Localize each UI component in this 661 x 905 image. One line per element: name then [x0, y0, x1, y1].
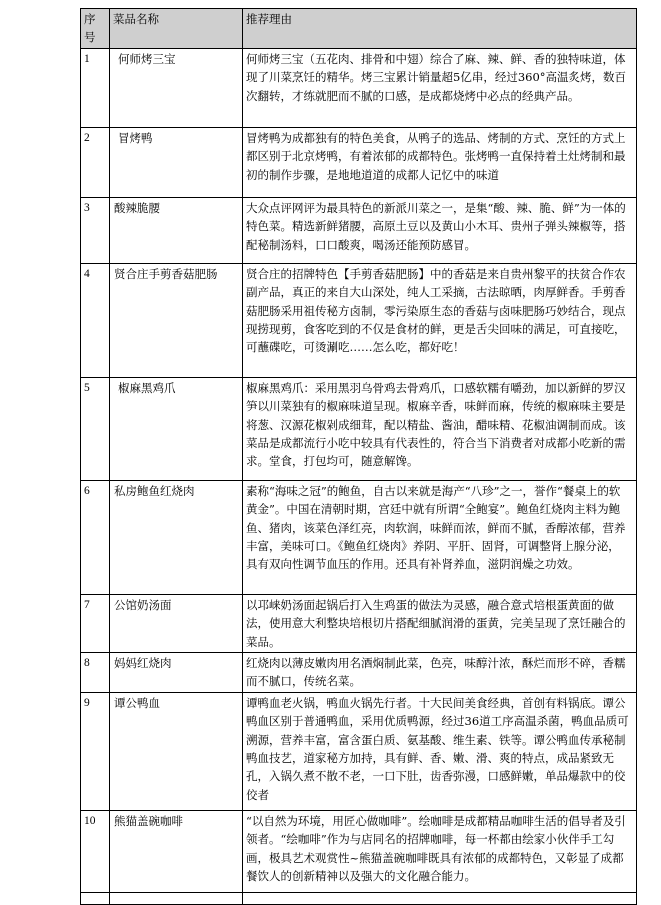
recommendation-reason: 大众点评网评为最具特色的新派川菜之一，是集“酸、辣、脆、鲜”为一体的特色菜。精选新鲜猪腰，高原土豆以及黄山小木耳、贵州子弹头辣椒等，搭配秘制汤料，口口酸爽，喝汤还能预防感冒。 [243, 197, 637, 263]
recommendation-reason: 谭鸭血老火锅，鸭血火锅先行者。十大民间美食经典，首创有料锅底。谭公鸭血区别于普通鸭血，采用优质鸭源，经过36道工序高温杀菌，鸭血品质可溯源，营养丰富，富含蛋白质、氨基酸、维生素、铁等。谭公鸭血传承秘制鸭血技艺，道家秘方加持，具有鲜、香、嫩、滑、爽的特点，成品紧致无孔，入锅久煮不散不老，一口下肚，齿香弥漫，口感鲜嫩，单品爆款中的佼佼者 [243, 692, 637, 810]
table-row [81, 263, 637, 377]
empty-cell [81, 892, 110, 904]
table-row [81, 653, 637, 693]
recommendation-table-sheet [80, 8, 637, 905]
dish-name: 熊猫盖碗咖啡 [110, 810, 243, 892]
table-row [81, 594, 637, 652]
header-reason: 推荐理由 [243, 9, 637, 49]
dish-name: 公馆奶汤面 [110, 594, 243, 652]
empty-cell [110, 892, 243, 904]
recommendation-reason: 冒烤鸭为成都独有的特色美食，从鸭子的选品、烤制的方式、烹饪的方式上都区别于北京烤鸭，有着浓郁的成都特色。张烤鸭一直保持着土灶烤制和最初的制作步骤，是地地道道的成都人记忆中的味道 [243, 127, 637, 197]
recommendation-reason: “以自然为环境，用匠心做咖啡”。绘咖啡是成都精品咖啡生活的倡导者及引领者。“绘咖啡”作为与店同名的招牌咖啡，每一杯都由绘家小伙伴手工勾画，极具艺术观赏性~熊猫盖碗咖啡既具有浓郁的成都特色，又彰显了成都餐饮人的创新精神以及强大的文化融合能力。 [243, 810, 637, 892]
dish-name: 酸辣脆腰 [110, 197, 243, 263]
row-number: 8 [81, 653, 110, 693]
recommendation-reason: 椒麻黑鸡爪：采用黑羽乌骨鸡去骨鸡爪，口感软糯有嚼劲，加以新鲜的罗汉笋以川菜独有的椒麻味道呈现。椒麻辛香，味鲜而麻，传统的椒麻味主要是将葱、汉源花椒剁成细茸，配以精盐、酱油，醋味精、花椒油调制而成。该菜品是成都流行小吃中较具有代表性的，符合当下消费者对成都小吃新的需求。堂食，打包均可，随意解馋。 [243, 377, 637, 480]
dish-name: 何师烤三宝 [110, 48, 243, 127]
table-row [81, 127, 637, 197]
recommendation-reason: 以邛崃奶汤面起锅后打入生鸡蛋的做法为灵感，融合意式培根蛋黄面的做法，使用意大利整块培根切片搭配细腻润滑的蛋黄，完美呈现了烹饪融合的菜品。 [243, 594, 637, 652]
recommendation-reason: 贤合庄的招牌特色【手剪香菇肥肠】中的香菇是来自贵州黎平的扶贫合作农副产品，真正的来自大山深处，纯人工采摘，古法晾晒，肉厚鲜香。手剪香菇肥肠采用祖传秘方卤制，零污染原生态的香菇与卤味肥肠巧妙结合，现点现捞现剪，食客吃到的不仅是食材的鲜，更是舌尖回味的满足，可直接吃，可蘸碟吃，可烫涮吃……怎么吃，都好吃！ [243, 263, 637, 377]
row-number: 1 [81, 48, 110, 127]
recommendation-reason: 红烧肉以薄皮嫩肉用名酒焖制此菜，色亮，味醇汁浓，酥烂而形不碎，香糯而不腻口，传统名菜。 [243, 653, 637, 693]
row-number: 6 [81, 480, 110, 594]
recommendation-table [80, 8, 637, 905]
table-header-row [81, 9, 637, 49]
row-number: 2 [81, 127, 110, 197]
table-row [81, 48, 637, 127]
row-number: 9 [81, 692, 110, 810]
table-row [81, 692, 637, 810]
dish-name: 冒烤鸭 [110, 127, 243, 197]
header-no: 序号 [81, 9, 110, 49]
dish-name: 私房鲍鱼红烧肉 [110, 480, 243, 594]
recommendation-reason: 何师烤三宝（五花肉、排骨和中翅）综合了麻、辣、鲜、香的独特味道，体现了川菜烹饪的精华。烤三宝累计销量超5亿串，经过360°高温炙烤，数百次翻转，才练就肥而不腻的口感，是成都烧烤中必点的经典产品。 [243, 48, 637, 127]
row-number: 7 [81, 594, 110, 652]
header-dish-name: 菜品名称 [110, 9, 243, 49]
row-number: 5 [81, 377, 110, 480]
table-row [81, 480, 637, 594]
empty-cell [243, 892, 637, 904]
dish-name: 贤合庄手剪香菇肥肠 [110, 263, 243, 377]
row-number: 3 [81, 197, 110, 263]
recommendation-reason: 素称“海味之冠”的鲍鱼，自古以来就是海产“八珍”之一，誉作“餐桌上的软黄金”。中国在清朝时期，宫廷中就有所谓“全鲍宴”。鲍鱼红烧肉主料为鲍鱼、猪肉，该菜色泽红亮，肉软润，味鲜而浓，鲜而不腻，香醇浓郁，营养丰富，美味可口。《鲍鱼红烧肉》养阴、平肝、固肾，可调整肾上腺分泌，具有双向性调节血压的作用。还具有补肾养血，滋阴润燥之功效。 [243, 480, 637, 594]
table-row [81, 810, 637, 892]
dish-name: 椒麻黑鸡爪 [110, 377, 243, 480]
table-row [81, 377, 637, 480]
dish-name: 谭公鸭血 [110, 692, 243, 810]
row-number: 4 [81, 263, 110, 377]
table-row-empty [81, 892, 637, 904]
row-number: 10 [81, 810, 110, 892]
dish-name: 妈妈红烧肉 [110, 653, 243, 693]
table-row [81, 197, 637, 263]
